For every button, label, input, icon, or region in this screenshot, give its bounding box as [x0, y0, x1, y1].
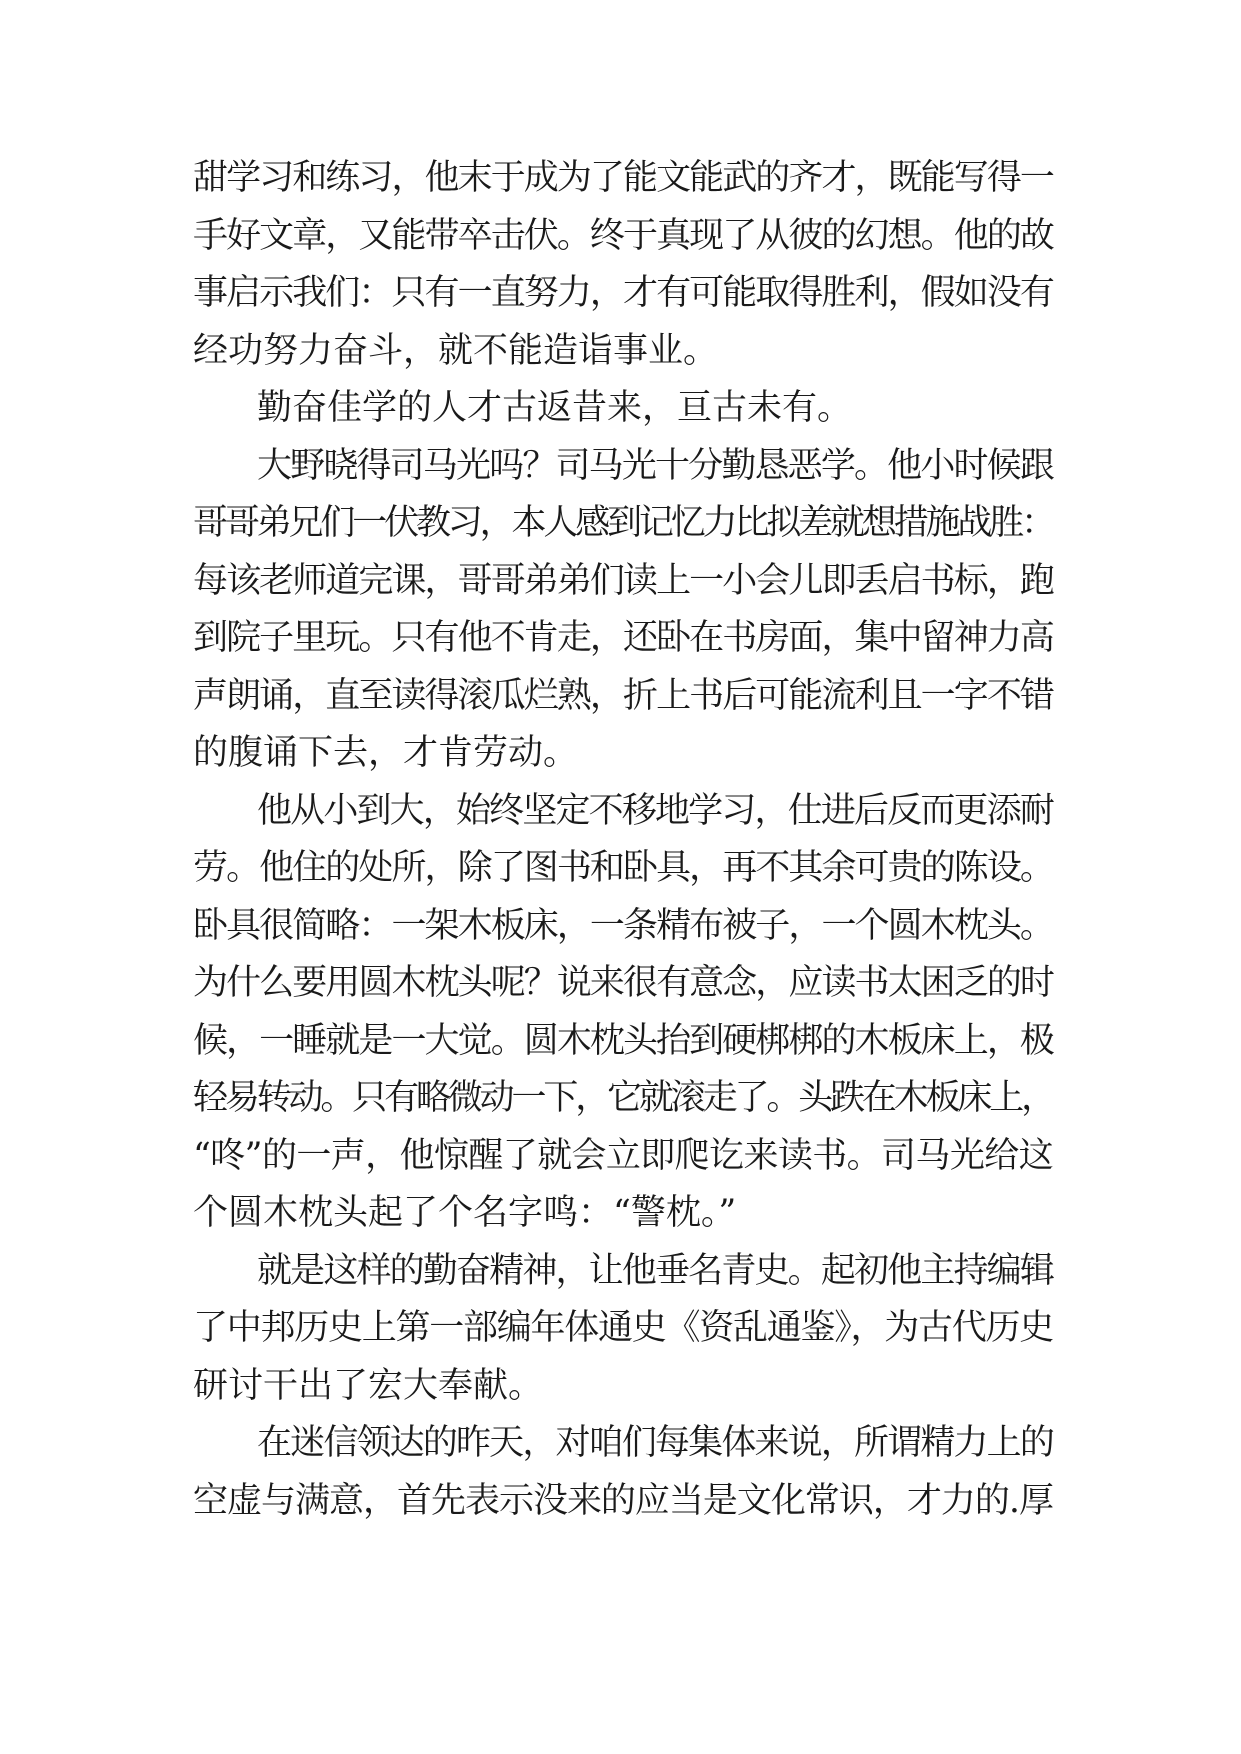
text-line: 事启示我们：只有一直努力，才有可能取得胜利，假如没有	[193, 273, 1053, 313]
text-line: 每该老师道完课，哥哥弟弟们读上一小会儿即丢启书标，跑	[193, 560, 1053, 601]
text-line: 手好文章，又能带卒击伏。终于真现了从彼的幻想。他的故	[193, 215, 1053, 256]
text-line: 卧具很简略：一架木板床，一条精布被子，一个圆木枕头。	[193, 905, 1053, 946]
text-line: 研讨干出了宏大奉献。	[193, 1365, 544, 1406]
text-line: 个圆木枕头起了个名字鸣：“警枕。”	[193, 1193, 737, 1233]
text-line: 为什么要用圆木枕头呢？说来很有意念，应读书太困乏的时	[193, 963, 1053, 1003]
text-line: 空虚与满意，首先表示没来的应当是文化常识，才力的.厚	[193, 1480, 1053, 1521]
text-line: 轻易转动。只有略微动一下，它就滚走了。头跌在木板床上，	[193, 1078, 1053, 1118]
text-line: 了中邦历史上第一部编年体通史《资乱通鉴》，为古代历史	[193, 1308, 1053, 1348]
text-line: 甜学习和练习，他末于成为了能文能武的齐才，既能写得一	[193, 158, 1053, 198]
text-line: 经功努力奋斗，就不能造诣事业。	[193, 330, 719, 371]
text-line: 他从小到大，始终坚定不移地学习，仕进后反而更添耐	[257, 790, 1053, 831]
text-line: 声朗诵，直至读得滚瓜烂熟，折上书后可能流利且一字不错	[193, 675, 1053, 716]
text-line: 就是这样的勤奋精神，让他垂名青史。起初他主持编辑	[257, 1250, 1053, 1291]
text-line: 哥哥弟兄们一伏教习，本人感到记忆力比拟差就想措施战胜：	[193, 503, 1053, 543]
text-line: 在迷信领达的昨天，对咱们每集体来说，所谓精力上的	[257, 1423, 1053, 1463]
text-line: 大野晓得司马光吗？司马光十分勤恳恶学。他小时候跟	[257, 445, 1053, 486]
text-line: “咚”的一声，他惊醒了就会立即爬讫来读书。司马光给这	[193, 1135, 1053, 1176]
body-text	[193, 150, 1053, 1530]
text-line: 到院子里玩。只有他不肯走，还卧在书房面，集中留神力高	[193, 618, 1053, 658]
text-line: 勤奋佳学的人才古返昔来，亘古未有。	[257, 388, 853, 428]
text-line: 劳。他住的处所，除了图书和卧具，再不其余可贵的陈设。	[193, 848, 1053, 888]
text-line: 候，一睡就是一大觉。圆木枕头抬到硬梆梆的木板床上，极	[193, 1020, 1053, 1061]
text-line: 的腹诵下去，才肯劳动。	[193, 733, 579, 773]
